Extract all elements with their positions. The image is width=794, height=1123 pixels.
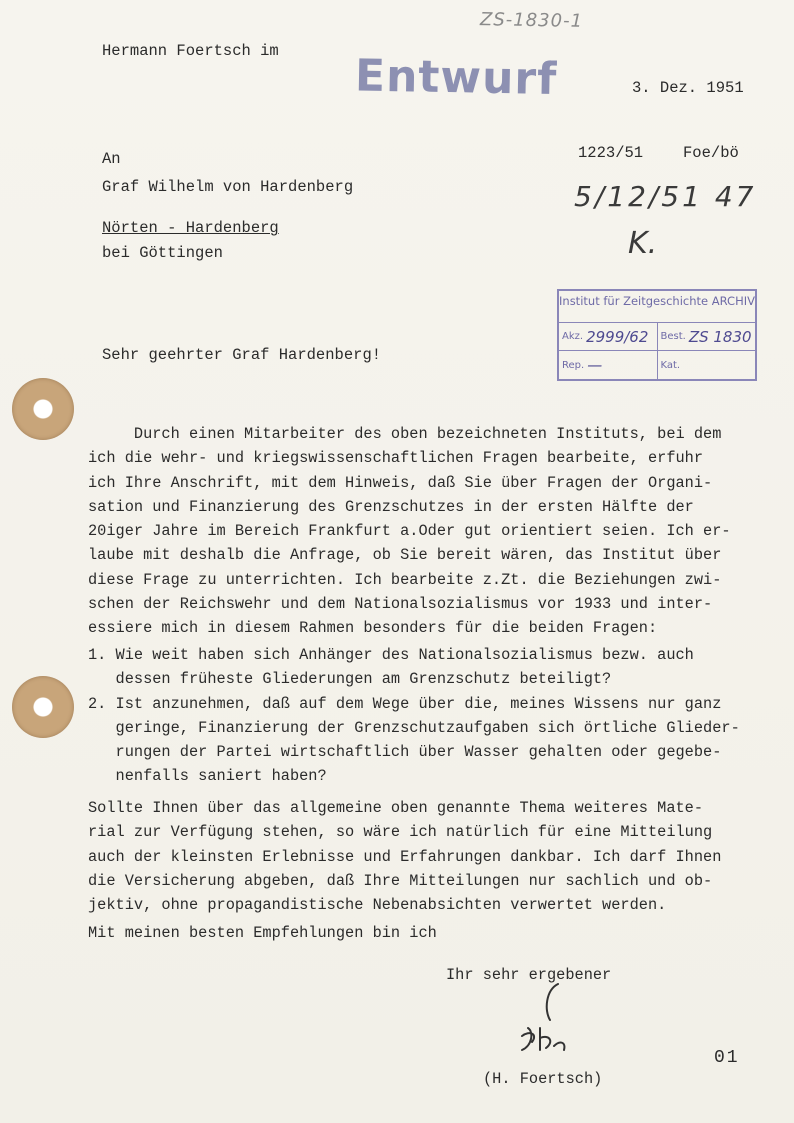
text-line: sation und Finanzierung des Grenzschutzes in der ersten Hälfte der [88, 497, 694, 516]
recipient-city: Nörten - Hardenberg [102, 219, 279, 237]
punch-hole [12, 676, 74, 738]
list-item: nenfalls saniert haben? [88, 767, 327, 786]
list-item: geringe, Finanzierung der Grenzschutzaufgaben sich örtliche Glieder- [88, 718, 740, 737]
text-line: ich Ihre Anschrift, mit dem Hinweis, daß Sie über Fragen der Organi- [88, 473, 713, 492]
reference-number: 1223/51 [578, 144, 644, 162]
archive-akz-label: Akz. [562, 331, 584, 342]
handwritten-initial: K. [628, 226, 658, 261]
signer-name: (H. Foertsch) [483, 1070, 603, 1088]
question-list [88, 643, 778, 789]
entwurf-stamp: Entwurf [354, 50, 558, 105]
archive-kat-label: Kat. [660, 359, 681, 371]
archive-kat-cell [657, 351, 756, 379]
recipient-name: Graf Wilhelm von Hardenberg [102, 178, 354, 196]
archive-rep-label: Rep. [562, 359, 585, 371]
recipient-region: bei Göttingen [102, 244, 223, 262]
letter-date: 3. Dez. 1951 [632, 79, 744, 97]
text-line: jektiv, ohne propagandistische Nebenabsichten verwertet werden. [88, 896, 667, 915]
pencil-reference-note: ZS-1830-1 [479, 9, 584, 32]
text-line: laube mit deshalb die Anfrage, ob Sie bereit wären, das Institut über [88, 546, 722, 565]
archive-rep-value: — [587, 356, 603, 374]
archive-rep-cell [559, 351, 657, 379]
list-item: 1. Wie weit haben sich Anhänger des Nationalsozialismus bezw. auch [88, 646, 694, 664]
archive-stamp-heading: Institut für Zeitgeschichte ARCHIV [559, 291, 755, 323]
salutation: Sehr geehrter Graf Hardenberg! [102, 346, 382, 364]
address-to: An [102, 150, 121, 168]
text-line: diese Frage zu unterrichten. Ich bearbeite z.Zt. die Beziehungen zwi- [88, 570, 722, 589]
text-line: rial zur Verfügung stehen, so wäre ich natürlich für eine Mitteilung [88, 823, 713, 842]
reference-initials: Foe/bö [683, 144, 739, 162]
text-line: auch der kleinsten Erlebnisse und Erfahrungen dankbar. Ich darf Ihnen [88, 847, 722, 866]
archive-best-label: Best. [660, 331, 686, 342]
signature-mark [510, 980, 580, 1060]
archive-akz-cell [559, 323, 657, 350]
text-line: Sollte Ihnen über das allgemeine oben genannte Thema weiteres Mate- [88, 799, 704, 817]
list-item: 2. Ist anzunehmen, daß auf dem Wege über die, meines Wissens nur ganz [88, 694, 722, 713]
list-item: rungen der Partei wirtschaftlich über Wasser gehalten oder gegebe- [88, 743, 722, 762]
text-line: essiere mich in diesem Rahmen besonders für die beiden Fragen: [88, 619, 658, 638]
sender-line: Hermann Foertsch im [102, 42, 279, 60]
body-paragraph-1 [88, 422, 778, 641]
archive-stamp-row [559, 323, 755, 351]
archive-stamp-row [559, 351, 755, 379]
body-paragraph-2 [88, 796, 778, 917]
list-item: dessen früheste Gliederungen am Grenzschutz beteiligt? [88, 670, 612, 689]
page-number: 01 [714, 1048, 740, 1068]
archive-best-cell [657, 323, 756, 350]
archive-stamp [557, 289, 757, 381]
text-line: schen der Reichswehr und dem Nationalsozialismus vor 1933 und inter- [88, 595, 713, 614]
text-line: 20iger Jahre im Bereich Frankfurt a.Oder gut orientiert seien. Ich er- [88, 522, 731, 541]
handwritten-date: 5/12/51 47 [574, 180, 757, 213]
text-line: ich die wehr- und kriegswissenschaftlichen Fragen bearbeite, erfuhr [88, 449, 704, 468]
regards-line: Ihr sehr ergebener [446, 966, 612, 984]
archive-best-value: ZS 1830 [688, 327, 752, 346]
text-line: die Versicherung abgeben, daß Ihre Mitteilungen nur sachlich und ob- [88, 871, 713, 890]
punch-hole [12, 378, 74, 440]
archive-akz-value: 2999/62 [586, 327, 649, 346]
closing-line: Mit meinen besten Empfehlungen bin ich [88, 924, 437, 942]
text-line: Durch einen Mitarbeiter des oben bezeichneten Instituts, bei dem [88, 425, 722, 443]
